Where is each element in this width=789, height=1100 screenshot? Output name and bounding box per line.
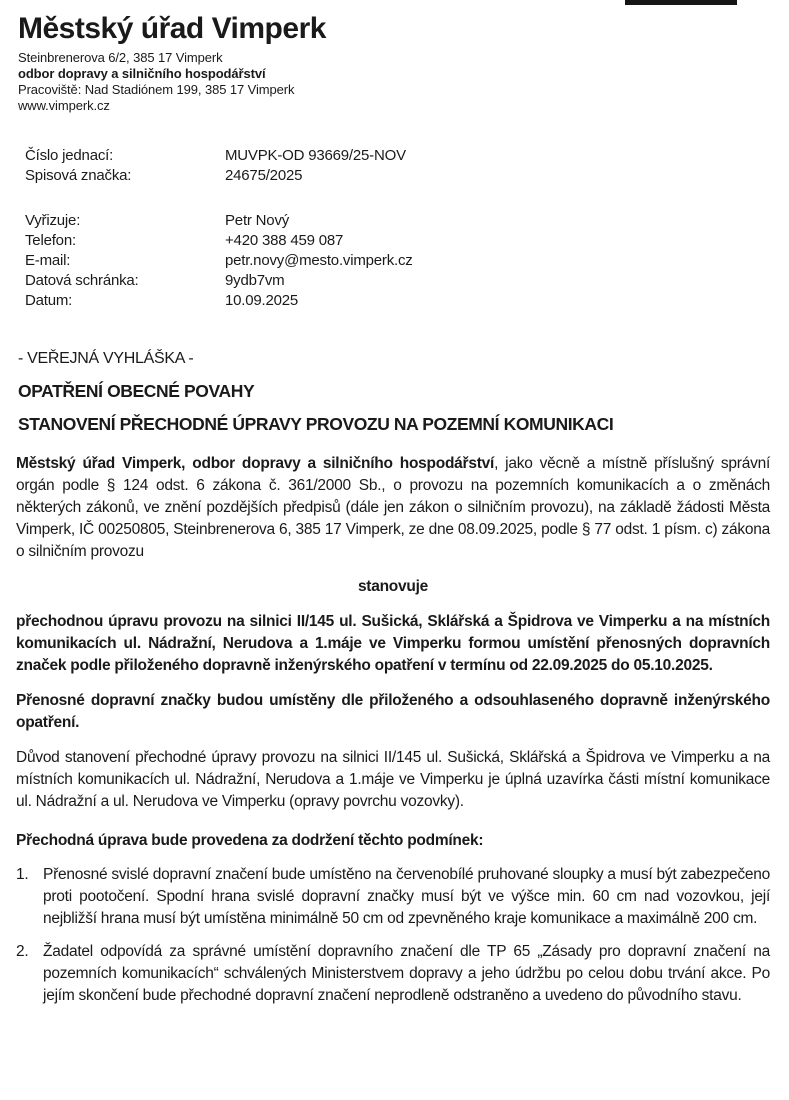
- ref-value: 9ydb7vm: [225, 272, 285, 289]
- paragraph-provision: přechodnou úpravu provozu na silnici II/145 ul. Sušická, Sklářská a Špidrova ve Vimperku a na místních komunikacích ul. Nádražní, Nerudova a 1.máje ve Vimperku formou umístění přenosných dopravních značek podle přiloženého dopravně inženýrského opatření v termínu od 22.09.2025 do 05.10.2025.: [16, 613, 770, 674]
- ref-row-datova-schranka: [25, 271, 770, 291]
- ref-label: Vyřizuje:: [25, 212, 81, 229]
- paragraph-intro-bold: Městský úřad Vimperk, odbor dopravy a silničního hospodářství: [16, 455, 495, 472]
- paragraph-reason: Důvod stanovení přechodné úpravy provozu na silnici II/145 ul. Sušická, Sklářská a Špidrova ve Vimperku a na místních komunikacích ul. Nádražní, Nerudova a 1.máje ve Vimperku je úplná uzavírka části místní komunikace ul. Nádražní a ul. Nerudova ve Vimperku (opravy povrchu vozovky).: [16, 749, 770, 810]
- conditions-heading: Přechodná úprava bude provedena za dodržení těchto podmínek:: [16, 832, 484, 849]
- condition-text: Žadatel odpovídá za správné umístění dopravního značení dle TP 65 „Zásady pro dopravní značení na pozemních komunikacích“ schválených Ministerstvem dopravy a jeho údržbu po celou dobu trvání akce. Po jejím skončení bude přechodné dopravní značení neprodleně odstraněno a uvedeno do původního stavu.: [43, 943, 770, 1004]
- notice-heading-opatreni: OPATŘENÍ OBECNÉ POVAHY: [18, 381, 255, 401]
- ref-label: E-mail:: [25, 252, 71, 269]
- ref-spacer: [25, 186, 770, 211]
- ref-value: Petr Nový: [225, 212, 290, 229]
- ref-value: 24675/2025: [225, 167, 303, 184]
- office-address: Steinbrenerova 6/2, 385 17 Vimperk: [18, 50, 223, 65]
- ref-value: petr.novy@mesto.vimperk.cz: [225, 252, 413, 269]
- ref-label: Číslo jednací:: [25, 147, 114, 164]
- ref-row-spisova-znacka: [25, 166, 770, 186]
- redaction-bar: [625, 0, 737, 5]
- ref-value: 10.09.2025: [225, 292, 299, 309]
- ref-row-cislo-jednaci: [25, 146, 770, 166]
- condition-number: 2.: [16, 943, 29, 960]
- condition-number: 1.: [16, 866, 29, 883]
- ref-row-email: [25, 251, 770, 271]
- ref-row-datum: [25, 291, 770, 311]
- public-notice-label: - VEŘEJNÁ VYHLÁŠKA -: [18, 350, 194, 367]
- office-workplace: Pracoviště: Nad Stadiónem 199, 385 17 Vimperk: [18, 82, 295, 97]
- office-website: www.vimperk.cz: [18, 98, 110, 113]
- ref-label: Datum:: [25, 292, 73, 309]
- stanovuje-label: stanovuje: [357, 578, 429, 595]
- ref-value: MUVPK-OD 93669/25-NOV: [225, 147, 406, 164]
- ref-label: Telefon:: [25, 232, 76, 249]
- condition-text: Přenosné svislé dopravní značení bude umístěno na červenobílé pruhované sloupky a musí být zabezpečeno proti pootočení. Spodní hrana svislé dopravní značky musí být ve výšce min. 60 cm nad vozovkou, její nejbližší hrana musí být umístěna minimálně 50 cm od zpevněného kraje komunikace a maximálně 200 cm.: [43, 866, 770, 927]
- office-department: odbor dopravy a silničního hospodářství: [18, 66, 266, 81]
- condition-item-2: [16, 941, 770, 1007]
- condition-item-1: [16, 864, 770, 930]
- ref-row-telefon: [25, 231, 770, 251]
- paragraph-signs-placement: Přenosné dopravní značky budou umístěny dle přiloženého a odsouhlaseného dopravně inženýrského opatření.: [16, 692, 770, 731]
- ref-value: +420 388 459 087: [225, 232, 344, 249]
- notice-heading-stanoveni: STANOVENÍ PŘECHODNÉ ÚPRAVY PROVOZU NA POZEMNÍ KOMUNIKACI: [18, 414, 614, 434]
- notice-titles: [18, 349, 770, 435]
- paragraph-intro-rest: , jako věcně a místně příslušný správní orgán podle § 124 odst. 6 zákona č. 361/2000 Sb., o provozu na pozemních komunikacích a o změnách některých zákonů, ve znění pozdějších předpisů (dále jen zákon o silničním provozu), na základě žádosti Města Vimperk, IČ 00250805, Steinbrenerova 6, 385 17 Vimperk, ze dne 08.09.2025, podle § 77 odst. 1 písm. c) zákona o silničním provozu: [16, 455, 770, 560]
- ref-label: Spisová značka:: [25, 167, 132, 184]
- letterhead: [18, 12, 770, 114]
- ref-label: Datová schránka:: [25, 272, 139, 289]
- reference-block: [16, 146, 770, 311]
- document-body: [16, 453, 770, 1007]
- office-name: Městský úřad Vimperk: [18, 12, 326, 45]
- ref-row-vyrizuje: [25, 211, 770, 231]
- paragraph-intro: [16, 453, 770, 563]
